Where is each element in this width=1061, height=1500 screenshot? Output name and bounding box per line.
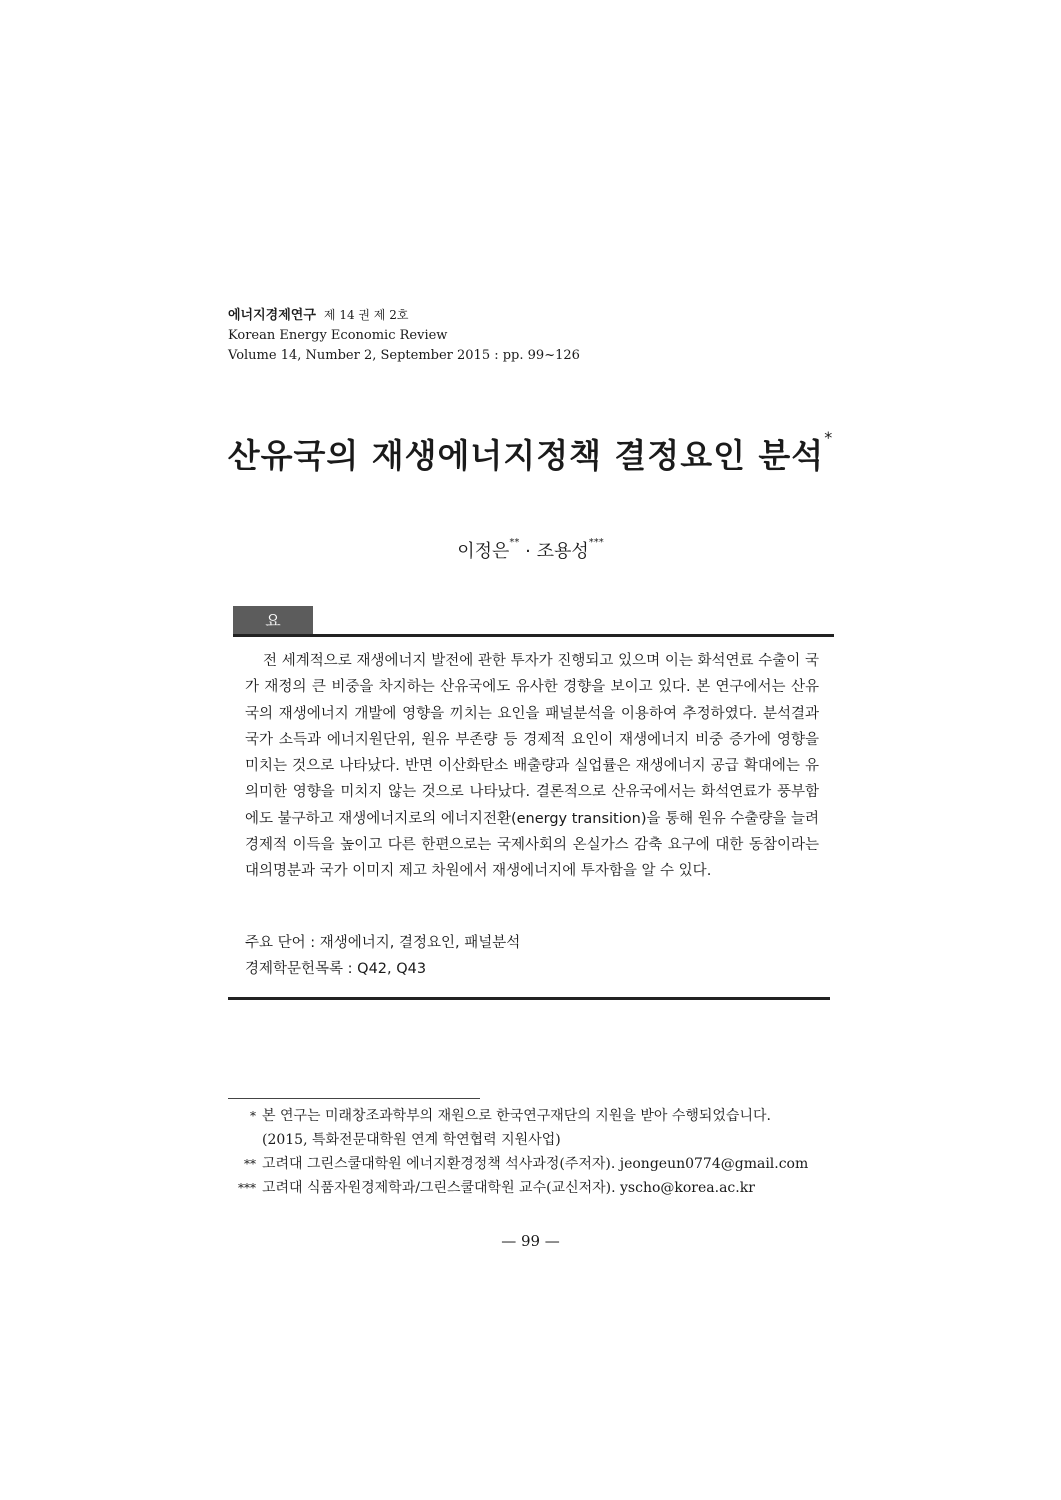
keywords-line	[245, 930, 520, 956]
footnote-1-continuation: (2015, 특화전문대학원 연계 학연협력 지원사업)	[262, 1132, 561, 1148]
journal-name-ko: 에너지경제연구	[228, 308, 316, 323]
paper-title	[0, 430, 1061, 477]
jel-line	[245, 956, 520, 982]
journal-volume-en: Volume 14, Number 2, September 2015 : pp. 99~126	[228, 348, 580, 363]
footnote-3	[228, 1176, 848, 1200]
footnote-2-mark: **	[244, 1157, 256, 1171]
journal-volume-ko: 제 14 권 제 2호	[323, 308, 409, 322]
author-2: 조용성	[536, 541, 589, 562]
footnotes	[228, 1104, 848, 1200]
abstract-body: 전 세계적으로 재생에너지 발전에 관한 투자가 진행되고 있으며 이는 화석연료 수출이 국가 재정의 큰 비중을 차지하는 산유국에도 유사한 경향을 보이고 있다. 본 연구에서는 산유국의 재생에너지 개발에 영향을 끼치는 요인을 패널분석을 이용하여 추정하였다. 분석결과 국가 소득과 에너지원단위, 원유 부존량 등 경제적 요인이 재생에너지 비중 증가에 영향을 미치는 것으로 나타났다. 반면 이산화탄소 배출량과 실업률은 재생에너지 공급 확대에는 유의미한 영향을 미치지 않는 것으로 나타났다. 결론적으로 산유국에서는 화석연료가 풍부함에도 불구하고 재생에너지로의 에너지전환(energy transition)을 통해 원유 수출량을 늘려 경제적 이득을 높이고 다른 한편으로는 국제사회의 온실가스 감축 요구에 대한 동참이라는 대의명분과 국가 이미지 제고 차원에서 재생에너지에 투자함을 알 수 있다.	[245, 653, 819, 880]
journal-line-ko	[228, 305, 580, 326]
jel-value: Q42, Q43	[357, 961, 427, 977]
journal-header	[228, 305, 580, 366]
abstract-top-rule	[233, 634, 834, 637]
footnote-1	[228, 1104, 848, 1128]
author-line	[0, 537, 1061, 563]
footnote-rule	[228, 1098, 480, 1099]
footnote-2	[228, 1152, 848, 1176]
footnote-1-text: 본 연구는 미래창조과학부의 재원으로 한국연구재단의 지원을 받아 수행되었습니다.	[262, 1108, 771, 1124]
footnote-3-text: 고려대 식품자원경제학과/그린스쿨대학원 교수(교신저자). yscho@korea.ac.kr	[262, 1180, 755, 1196]
journal-name-en: Korean Energy Economic Review	[228, 328, 448, 343]
keywords-block	[245, 930, 520, 982]
footnote-3-mark: ***	[238, 1181, 256, 1195]
abstract-bottom-rule	[228, 997, 830, 1000]
author-2-mark: ***	[588, 537, 604, 548]
abstract-heading: 요 약	[233, 606, 313, 635]
page-number: — 99 —	[501, 1232, 560, 1250]
author-1: 이정은	[457, 541, 510, 562]
footnote-2-text: 고려대 그린스쿨대학원 에너지환경정책 석사과정(주저자). jeongeun0774@gmail.com	[262, 1156, 809, 1172]
footnote-1-mark: *	[250, 1109, 256, 1123]
jel-label: 경제학문헌목록 :	[245, 961, 353, 977]
title-footnote-mark: *	[824, 428, 834, 447]
keywords-value: 재생에너지, 결정요인, 패널분석	[319, 935, 521, 951]
author-separator: ·	[525, 541, 531, 562]
keywords-label: 주요 단어 :	[245, 935, 316, 951]
author-1-mark: **	[509, 537, 520, 548]
paper-title-text: 산유국의 재생에너지정책 결정요인 분석	[227, 436, 825, 475]
